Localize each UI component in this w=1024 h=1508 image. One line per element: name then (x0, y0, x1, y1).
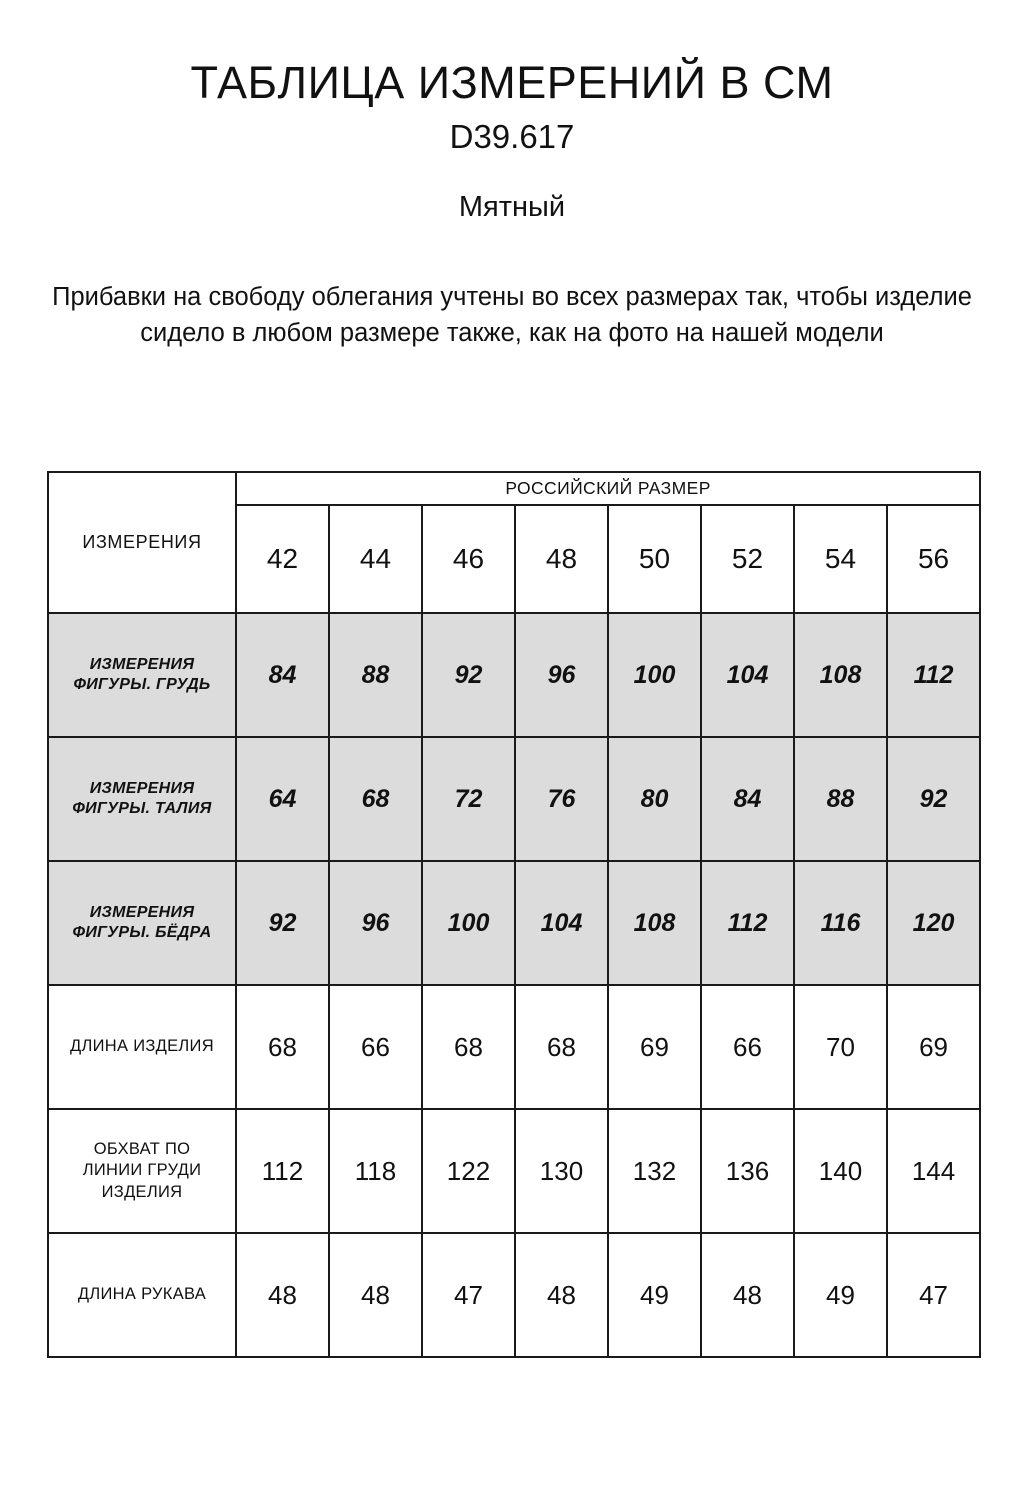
size-header-54: 54 (794, 505, 887, 613)
measurement-cell: 92 (236, 861, 329, 985)
size-header-50: 50 (608, 505, 701, 613)
table-row (48, 985, 980, 1109)
measurement-cell: 68 (422, 985, 515, 1109)
row-label-line: ИЗДЕЛИЯ (101, 1182, 183, 1201)
color-name: Мятный (458, 191, 566, 224)
measurement-cell: 84 (236, 613, 329, 737)
row-label-line: ФИГУРЫ. ТАЛИЯ (72, 800, 212, 817)
page-title: ТАБЛИЦА ИЗМЕРЕНИЙ В СМ (190, 57, 834, 108)
measurement-cell: 112 (887, 613, 980, 737)
measurement-cell: 112 (236, 1109, 329, 1233)
size-header-56: 56 (887, 505, 980, 613)
row-label (48, 861, 236, 985)
table-body (48, 613, 980, 1357)
measurement-cell: 144 (887, 1109, 980, 1233)
measurement-cell: 108 (608, 861, 701, 985)
size-header-48: 48 (515, 505, 608, 613)
measurement-cell: 72 (422, 737, 515, 861)
measurement-cell: 48 (329, 1233, 422, 1357)
measurement-cell: 118 (329, 1109, 422, 1233)
measurement-cell: 84 (701, 737, 794, 861)
article-number: D39.617 (449, 118, 575, 156)
measurement-cell: 76 (515, 737, 608, 861)
measurements-header-cell: ИЗМЕРЕНИЯ (48, 472, 236, 613)
row-label-line: ОБХВАТ ПО (93, 1140, 191, 1159)
table-row (48, 1109, 980, 1233)
table-row (48, 861, 980, 985)
size-group-header-cell: РОССИЙСКИЙ РАЗМЕР (236, 472, 980, 505)
measurement-cell: 70 (794, 985, 887, 1109)
row-label-line: ИЗМЕРЕНИЯ (89, 903, 195, 921)
row-label (48, 613, 236, 737)
measurement-cell: 136 (701, 1109, 794, 1233)
table-row (48, 1233, 980, 1357)
measurement-cell: 100 (608, 613, 701, 737)
measurement-cell: 68 (515, 985, 608, 1109)
measurement-cell: 68 (236, 985, 329, 1109)
measurement-cell: 100 (422, 861, 515, 985)
measurement-cell: 68 (329, 737, 422, 861)
measurement-cell: 96 (515, 613, 608, 737)
measurement-cell: 88 (329, 613, 422, 737)
table-head (48, 472, 980, 613)
measurement-cell: 49 (608, 1233, 701, 1357)
measurement-cell: 112 (701, 861, 794, 985)
table-row (48, 737, 980, 861)
row-label-line: ФИГУРЫ. БЁДРА (72, 924, 212, 941)
measurement-cell: 48 (236, 1233, 329, 1357)
row-label (48, 1109, 236, 1233)
measurement-cell: 122 (422, 1109, 515, 1233)
measurement-cell: 47 (887, 1233, 980, 1357)
row-label-line: ДЛИНА РУКАВА (77, 1285, 207, 1304)
measurement-cell: 47 (422, 1233, 515, 1357)
measurement-cell: 69 (887, 985, 980, 1109)
fit-note: Прибавки на свободу облегания учтены во всех размерах так, чтобы изделие сидело в любом размере также, как на фото на нашей модели (52, 282, 972, 348)
table-row (48, 613, 980, 737)
table-header-group-row (48, 472, 980, 505)
measurement-cell: 48 (701, 1233, 794, 1357)
row-label-line: ИЗМЕРЕНИЯ (89, 779, 195, 797)
measurement-cell: 120 (887, 861, 980, 985)
row-label-line: ЛИНИИ ГРУДИ (82, 1161, 202, 1180)
measurement-cell: 116 (794, 861, 887, 985)
size-table (47, 471, 981, 1358)
size-header-44: 44 (329, 505, 422, 613)
measurement-cell: 92 (422, 613, 515, 737)
measurement-cell: 132 (608, 1109, 701, 1233)
size-header-52: 52 (701, 505, 794, 613)
measurement-cell: 104 (515, 861, 608, 985)
row-label (48, 1233, 236, 1357)
row-label-line: ДЛИНА ИЗДЕЛИЯ (70, 1037, 214, 1056)
measurement-cell: 80 (608, 737, 701, 861)
measurement-cell: 88 (794, 737, 887, 861)
size-table-container (47, 471, 978, 1358)
size-header-46: 46 (422, 505, 515, 613)
document-header (0, 0, 1024, 227)
measurement-cell: 108 (794, 613, 887, 737)
measurement-cell: 69 (608, 985, 701, 1109)
measurement-cell: 64 (236, 737, 329, 861)
measurement-cell: 66 (701, 985, 794, 1109)
measurement-cell: 49 (794, 1233, 887, 1357)
row-label-line: ФИГУРЫ. ГРУДЬ (73, 676, 211, 693)
measurement-cell: 48 (515, 1233, 608, 1357)
row-label-line: ИЗМЕРЕНИЯ (89, 655, 195, 673)
size-header-42: 42 (236, 505, 329, 613)
measurement-cell: 140 (794, 1109, 887, 1233)
row-label (48, 737, 236, 861)
measurement-cell: 96 (329, 861, 422, 985)
row-label (48, 985, 236, 1109)
measurement-cell: 92 (887, 737, 980, 861)
measurement-cell: 66 (329, 985, 422, 1109)
measurement-cell: 104 (701, 613, 794, 737)
measurement-cell: 130 (515, 1109, 608, 1233)
